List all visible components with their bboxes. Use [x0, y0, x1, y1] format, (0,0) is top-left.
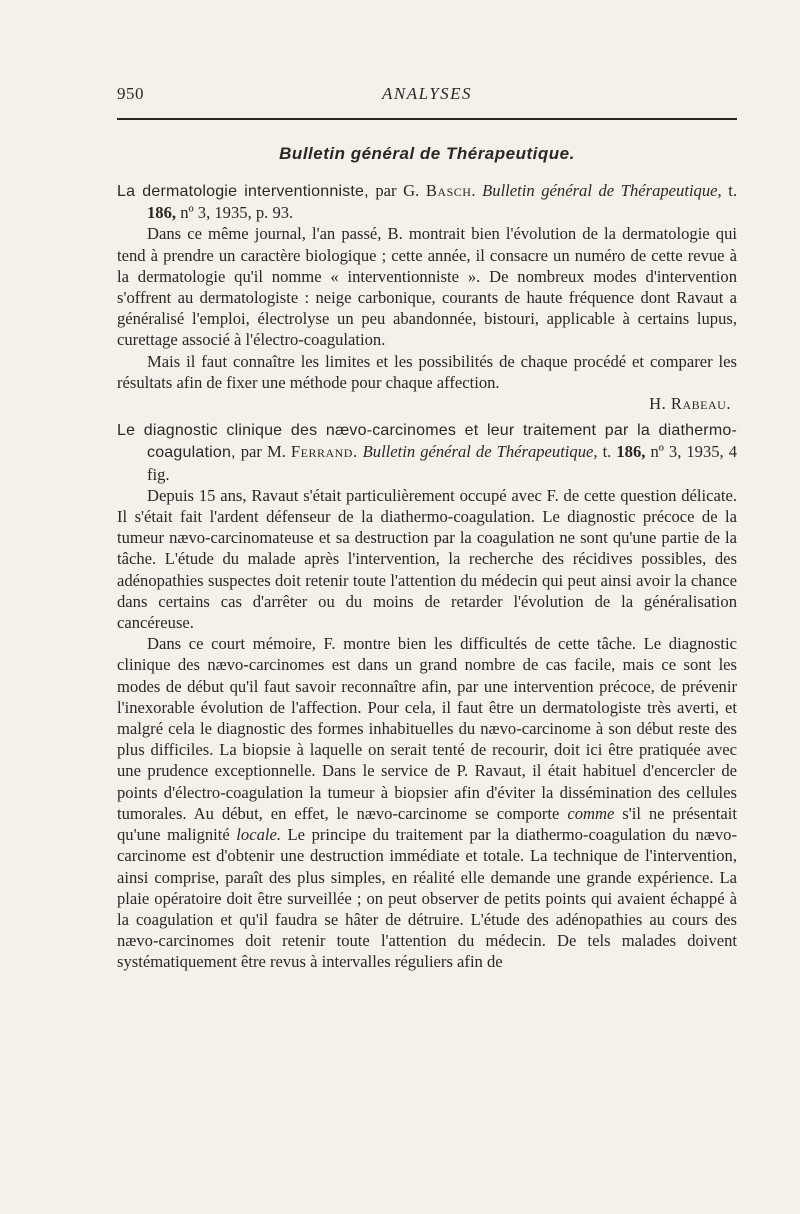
- article-2-title: Le diagnostic clinique des nævo-carcinomes et leur traitement par la diathermo-coagulation,: [117, 422, 737, 462]
- article-body: [117, 180, 737, 973]
- article-1-issue: nº 3, 1935, p. 93.: [180, 203, 294, 223]
- article-1-journal: Bulletin général de Thérapeutique,: [482, 181, 722, 200]
- article-2-author: Ferrand.: [290, 442, 358, 462]
- running-header: [117, 84, 737, 108]
- article-1-paragraph-1: Dans ce même journal, l'an passé, B. montrait bien l'évolution de la dermatologie qui tend à prendre un caractère biologique ; cette année, il consacre un numéro de cette revue à la dermatologie qu'il nomme « interventionniste ». De nombreux modes d'intervention s'offrent au dermatologiste : neige carbonique, courants de haute fréquence dont Ravaut a généralisé l'emploi, électrolyse un peu abandonnée, bistouri, applicable à certains lupus, curettage associé à l'électro-coagulation.: [117, 224, 737, 350]
- article-2-tome-label: t.: [602, 442, 612, 462]
- bulletin-heading: Bulletin général de Thérapeutique.: [279, 144, 575, 163]
- article-2-p2-locale: locale.: [236, 825, 281, 845]
- article-2-p2-part-c: Le principe du traitement par la diathermo-coagulation du nævo-carcinome est d'obtenir une destruction immédiate et totale. La technique de l'intervention, ainsi comprise, paraît des plus simples, en réalité elle demande une grande expérience. La plaie opératoire doit être surveillée ; on peut observer de petits points qui avaient échappé à la coagulation et qu'il faudra se hâter de détruire. L'étude des adénopathies au cours des nævo-carcinomes doit retenir toute l'attention du médecin. De tels malades doivent systématiquement être revus à intervalles réguliers afin de: [117, 825, 737, 972]
- article-2-heading: [117, 419, 737, 485]
- article-2-paragraph-2: [117, 633, 737, 972]
- header-rule: [117, 118, 737, 120]
- article-2-by: par M.: [240, 442, 286, 462]
- article-1-signature: H. Rabeau.: [649, 394, 731, 414]
- article-1-heading: La dermatologie interventionniste, par G. Basch. Bulletin général de Thérapeutique, t. 186, nº 3, 1935, p. 93.: [117, 181, 738, 223]
- article-2-issue: nº 3, 1935, 4 fig.: [147, 442, 738, 484]
- article-1-tome-label: t.: [728, 181, 738, 200]
- article-1-paragraph-2: Mais il faut connaître les limites et les possibilités de chaque procédé et comparer les résultats afin de fixer une méthode pour chaque affection.: [117, 351, 737, 392]
- article-1-title: La dermatologie interventionniste,: [117, 183, 369, 200]
- article-2-p2-part-b: s'il ne présentait qu'une malignité: [117, 803, 737, 845]
- article-2-p2-part-a: Dans ce court mémoire, F. montre bien les difficultés de cette tâche. Le diagnostic clinique des nævo-carcinomes est dans un grand nombre de cas facile, mais ce sont les modes de début qu'il faut savoir reconnaître afin, par une intervention précoce, de prévenir l'inexorable évolution de l'affection. Pour cela, il faut être un dermatologiste très averti, et malgré cela le diagnostic des formes inhabituelles du nævo-carcinome à son début reste des plus difficiles. La biopsie à laquelle on serait tenté de recourir, doit ici être pratiquée avec une prudence exceptionnelle. Dans le service de P. Ravaut, il était habituel d'encercler de points d'électro-coagulation la tumeur à biopsier afin d'éviter la dissémination des cellules tumorales. Au début, en effet, le nævo-carcinome se comporte: [117, 634, 737, 823]
- article-1-author: Basch: [425, 181, 472, 200]
- article-1-by: par G.: [375, 181, 420, 200]
- article-2-tome: 186,: [616, 442, 646, 462]
- article-1-tome: 186,: [147, 203, 177, 223]
- article-2-p2-comme: comme: [567, 803, 615, 823]
- article-2-paragraph-1: Depuis 15 ans, Ravaut s'était particulièrement occupé avec F. de cette question délicate. Il s'était fait l'ardent défenseur de la diathermo-coagulation. Le diagnostic précoce de la tumeur nævo-carcinomateuse et sa destruction par la coagulation ne sont qu'une partie de la tâche. L'étude du malade après l'intervention, la recherche des récidives possibles, des adénopathies suspectes doit retenir toute l'attention du médecin qui peut ainsi avoir la chance dans certains cas d'arrêter ou du moins de retarder l'évolution de la généralisation cancéreuse.: [117, 485, 737, 633]
- page-number: 950: [117, 84, 144, 103]
- article-2-journal: Bulletin général de Thérapeutique,: [362, 442, 598, 462]
- section-title: ANALYSES: [381, 84, 473, 103]
